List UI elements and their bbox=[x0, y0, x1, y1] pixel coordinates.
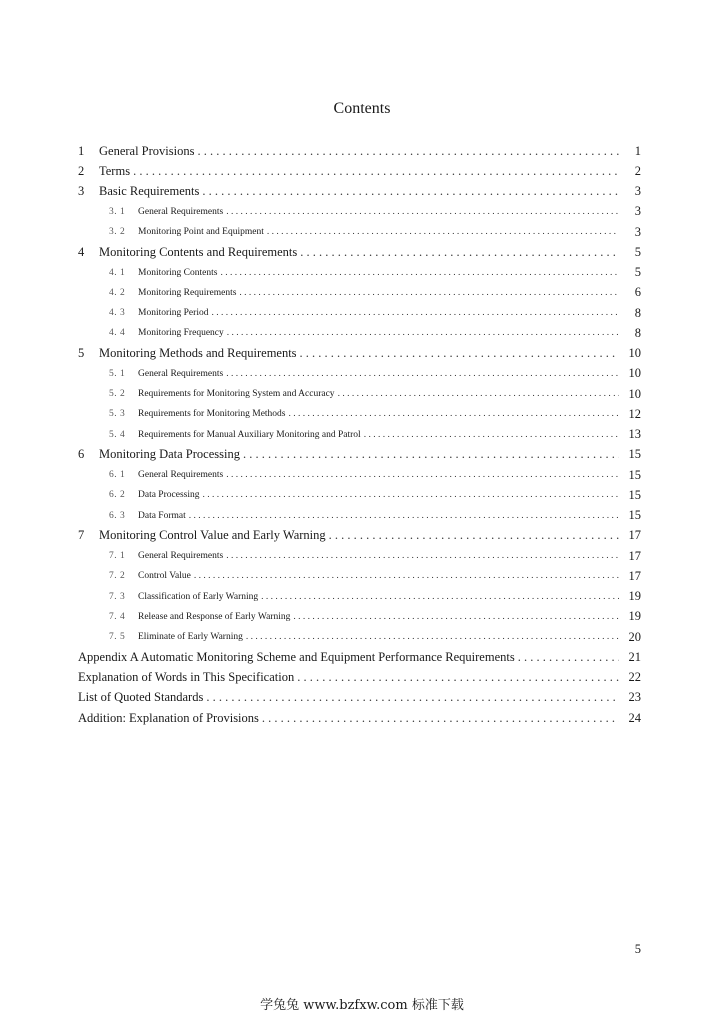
toc-entry-page: 10 bbox=[619, 344, 641, 364]
toc-entry-label: Requirements for Monitoring System and Accuracy bbox=[138, 389, 335, 400]
toc-entry-number: 7. 1 bbox=[109, 551, 126, 562]
toc-entry-number: 1 bbox=[78, 143, 85, 158]
toc-entry-label: Monitoring Data Processing bbox=[99, 447, 240, 462]
toc-entry-label: Data Processing bbox=[138, 490, 200, 501]
toc-entry-label: General Provisions bbox=[99, 143, 195, 158]
toc-dot-leader bbox=[329, 528, 641, 543]
toc-entry-body bbox=[138, 546, 641, 566]
toc-entry-number: 7. 3 bbox=[109, 591, 126, 602]
toc-entry[interactable] bbox=[0, 546, 724, 566]
toc-entry-label: Monitoring Point and Equipment bbox=[138, 227, 264, 238]
toc-entry-body bbox=[78, 708, 641, 728]
toc-entry-label: Terms bbox=[99, 163, 131, 178]
toc-entry-body bbox=[99, 182, 641, 202]
toc-entry-body bbox=[99, 161, 641, 181]
toc-dot-leader bbox=[364, 430, 641, 440]
toc-entry-body bbox=[138, 485, 641, 505]
toc-dot-leader bbox=[194, 571, 641, 581]
toc-entry-number: 2 bbox=[78, 163, 85, 178]
toc-entry-label: General Requirements bbox=[138, 368, 224, 379]
toc-dot-leader bbox=[261, 592, 641, 602]
toc-entry[interactable] bbox=[0, 202, 724, 222]
toc-entry-body bbox=[78, 647, 641, 667]
toc-entry-page: 5 bbox=[619, 263, 641, 283]
toc-entry-page: 22 bbox=[619, 668, 641, 688]
toc-entry-body bbox=[138, 283, 641, 303]
toc-entry-number: 4. 1 bbox=[109, 267, 126, 278]
toc-entry-number: 5. 4 bbox=[109, 429, 126, 440]
toc-entry-body bbox=[138, 404, 641, 424]
toc-entry-body bbox=[138, 607, 641, 627]
toc-entry[interactable] bbox=[0, 566, 724, 586]
toc-entry-page: 15 bbox=[619, 485, 641, 505]
toc-entry-label: Control Value bbox=[138, 571, 191, 582]
toc-entry-number: 5 bbox=[78, 346, 85, 361]
toc-entry-body bbox=[138, 202, 641, 222]
toc-entry-label: Monitoring Period bbox=[138, 308, 209, 319]
toc-entry-label: General Requirements bbox=[138, 470, 224, 481]
toc-entry[interactable] bbox=[0, 485, 724, 505]
toc-entry[interactable] bbox=[0, 141, 724, 161]
toc-entry-number: 6. 3 bbox=[109, 510, 126, 521]
toc-entry-number: 7 bbox=[78, 528, 85, 543]
toc-entry-page: 13 bbox=[619, 425, 641, 445]
toc-entry-page: 17 bbox=[619, 566, 641, 586]
toc-entry-page: 20 bbox=[619, 627, 641, 647]
toc-entry-number: 7. 5 bbox=[109, 632, 126, 643]
toc-entry-body bbox=[138, 323, 641, 343]
toc-entry-body bbox=[138, 425, 641, 445]
toc-entry-page: 17 bbox=[619, 526, 641, 546]
toc-entry[interactable] bbox=[0, 445, 724, 465]
toc-entry-label: Monitoring Contents and Requirements bbox=[99, 244, 298, 259]
toc-entry[interactable] bbox=[0, 344, 724, 364]
toc-entry-body bbox=[138, 587, 641, 607]
toc-entry-page: 6 bbox=[619, 283, 641, 303]
toc-entry-number: 3. 2 bbox=[109, 227, 126, 238]
toc-entry[interactable] bbox=[0, 303, 724, 323]
toc-entry-page: 3 bbox=[619, 222, 641, 242]
toc-dot-leader bbox=[289, 409, 642, 419]
toc-entry-label: Data Format bbox=[138, 510, 186, 521]
toc-dot-leader bbox=[226, 551, 641, 561]
toc-entry-page: 15 bbox=[619, 445, 641, 465]
toc-entry-number: 5. 2 bbox=[109, 389, 126, 400]
toc-entry-page: 21 bbox=[619, 647, 641, 667]
toc-entry-label: Monitoring Requirements bbox=[138, 287, 237, 298]
toc-entry-page: 15 bbox=[619, 506, 641, 526]
toc-entry-body bbox=[99, 526, 641, 546]
toc-entry-body bbox=[99, 445, 641, 465]
toc-entry-page: 12 bbox=[619, 404, 641, 424]
toc-entry-page: 19 bbox=[619, 587, 641, 607]
toc-entry-body bbox=[138, 364, 641, 384]
toc-entry[interactable] bbox=[0, 668, 724, 688]
toc-entry-number: 6. 2 bbox=[109, 490, 126, 501]
toc-entry-page: 8 bbox=[619, 303, 641, 323]
toc-entry-number: 5. 1 bbox=[109, 368, 126, 379]
toc-entry-label: Release and Response of Early Warning bbox=[138, 611, 291, 622]
toc-entry-label: Basic Requirements bbox=[99, 184, 200, 199]
toc-dot-leader bbox=[300, 245, 641, 260]
toc-dot-leader bbox=[338, 389, 641, 399]
toc-dot-leader bbox=[227, 328, 641, 338]
toc-dot-leader bbox=[202, 490, 641, 500]
toc-dot-leader bbox=[239, 288, 641, 298]
toc-entry-label: Classification of Early Warning bbox=[138, 591, 259, 602]
toc-entry-label: Monitoring Methods and Requirements bbox=[99, 346, 297, 361]
toc-dot-leader bbox=[243, 447, 641, 462]
toc-dot-leader bbox=[297, 670, 641, 685]
toc-entry[interactable] bbox=[0, 182, 724, 202]
toc-entry-page: 3 bbox=[619, 202, 641, 222]
toc-entry-label: Eliminate of Early Warning bbox=[138, 632, 243, 643]
toc-entry-page: 17 bbox=[619, 546, 641, 566]
toc-entry-body bbox=[138, 465, 641, 485]
page-title: Contents bbox=[333, 100, 391, 117]
toc-entry-number: 3 bbox=[78, 184, 85, 199]
toc-entry-body bbox=[99, 242, 641, 262]
toc-entry-number: 6. 1 bbox=[109, 470, 126, 481]
toc-dot-leader bbox=[197, 144, 641, 159]
toc-dot-leader bbox=[293, 612, 641, 622]
toc-entry-body bbox=[138, 263, 641, 283]
toc-dot-leader bbox=[202, 184, 641, 199]
toc-entry-body bbox=[138, 566, 641, 586]
toc-entry[interactable] bbox=[0, 465, 724, 485]
toc-entry-label: General Requirements bbox=[138, 551, 224, 562]
toc-entry-page: 1 bbox=[619, 141, 641, 161]
toc-entry-body bbox=[78, 688, 641, 708]
toc-dot-leader bbox=[262, 711, 641, 726]
toc-dot-leader bbox=[300, 346, 641, 361]
toc-dot-leader bbox=[226, 470, 641, 480]
toc-dot-leader bbox=[246, 632, 641, 642]
toc-entry-page: 24 bbox=[619, 708, 641, 728]
toc-entry[interactable] bbox=[0, 323, 724, 343]
toc-entry-body bbox=[138, 384, 641, 404]
toc-entry-number: 4. 2 bbox=[109, 287, 126, 298]
toc-entry-label: General Requirements bbox=[138, 206, 224, 217]
toc-entry-body bbox=[99, 141, 641, 161]
toc-entry[interactable] bbox=[0, 587, 724, 607]
toc-entry-number: 4. 4 bbox=[109, 328, 126, 339]
toc-dot-leader bbox=[189, 511, 641, 521]
toc-entry-page: 15 bbox=[619, 465, 641, 485]
toc-entry[interactable] bbox=[0, 607, 724, 627]
toc-dot-leader bbox=[220, 268, 641, 278]
toc-entry-body bbox=[78, 668, 641, 688]
toc-entry-body bbox=[138, 303, 641, 323]
toc-entry[interactable] bbox=[0, 384, 724, 404]
toc-dot-leader bbox=[226, 207, 641, 217]
toc-entry-label: Requirements for Monitoring Methods bbox=[138, 409, 286, 420]
toc-entry-number: 7. 2 bbox=[109, 571, 126, 582]
toc-entry[interactable] bbox=[0, 364, 724, 384]
toc-entry-page: 23 bbox=[619, 688, 641, 708]
toc-entry[interactable] bbox=[0, 161, 724, 181]
toc-dot-leader bbox=[267, 227, 641, 237]
toc-entry-body bbox=[138, 222, 641, 242]
toc-entry-label: Monitoring Frequency bbox=[138, 328, 224, 339]
toc-entry-body bbox=[99, 344, 641, 364]
toc-entry-number: 7. 4 bbox=[109, 611, 126, 622]
toc-entry-page: 10 bbox=[619, 384, 641, 404]
toc-entry-page: 5 bbox=[619, 242, 641, 262]
toc-dot-leader bbox=[206, 690, 641, 705]
toc-entry[interactable] bbox=[0, 425, 724, 445]
toc-entry-label: List of Quoted Standards bbox=[78, 690, 204, 705]
toc-entry-page: 19 bbox=[619, 607, 641, 627]
footer-watermark: 学兔兔 www.bzfxw.com 标准下载 bbox=[260, 998, 464, 1013]
toc-entry[interactable] bbox=[0, 222, 724, 242]
table-of-contents bbox=[0, 141, 724, 728]
toc-entry[interactable] bbox=[0, 627, 724, 647]
toc-entry-body bbox=[138, 627, 641, 647]
page-number: 5 bbox=[634, 942, 641, 956]
toc-dot-leader bbox=[226, 369, 641, 379]
toc-entry-label: Requirements for Manual Auxiliary Monitoring and Patrol bbox=[138, 429, 361, 440]
toc-entry-number: 6 bbox=[78, 447, 85, 462]
toc-entry[interactable] bbox=[0, 708, 724, 728]
toc-entry-label: Monitoring Control Value and Early Warning bbox=[99, 528, 326, 543]
toc-entry-label: Addition: Explanation of Provisions bbox=[78, 710, 259, 725]
toc-entry-label: Explanation of Words in This Specification bbox=[78, 670, 295, 685]
toc-entry-page: 8 bbox=[619, 323, 641, 343]
toc-entry-number: 3. 1 bbox=[109, 206, 126, 217]
toc-entry[interactable] bbox=[0, 506, 724, 526]
toc-entry-number: 4. 3 bbox=[109, 308, 126, 319]
toc-entry-number: 5. 3 bbox=[109, 409, 126, 420]
toc-entry-page: 10 bbox=[619, 364, 641, 384]
toc-entry[interactable] bbox=[0, 404, 724, 424]
toc-entry-label: Monitoring Contents bbox=[138, 267, 218, 278]
toc-entry[interactable] bbox=[0, 647, 724, 667]
toc-entry[interactable] bbox=[0, 688, 724, 708]
toc-entry[interactable] bbox=[0, 263, 724, 283]
toc-entry-body bbox=[138, 506, 641, 526]
toc-entry-page: 2 bbox=[619, 161, 641, 181]
toc-dot-leader bbox=[211, 308, 641, 318]
toc-entry[interactable] bbox=[0, 283, 724, 303]
toc-entry-label: Appendix A Automatic Monitoring Scheme and Equipment Performance Requirements bbox=[78, 649, 515, 664]
toc-entry[interactable] bbox=[0, 242, 724, 262]
toc-entry-number: 4 bbox=[78, 244, 85, 259]
toc-dot-leader bbox=[133, 164, 641, 179]
toc-entry-page: 3 bbox=[619, 182, 641, 202]
toc-entry[interactable] bbox=[0, 526, 724, 546]
